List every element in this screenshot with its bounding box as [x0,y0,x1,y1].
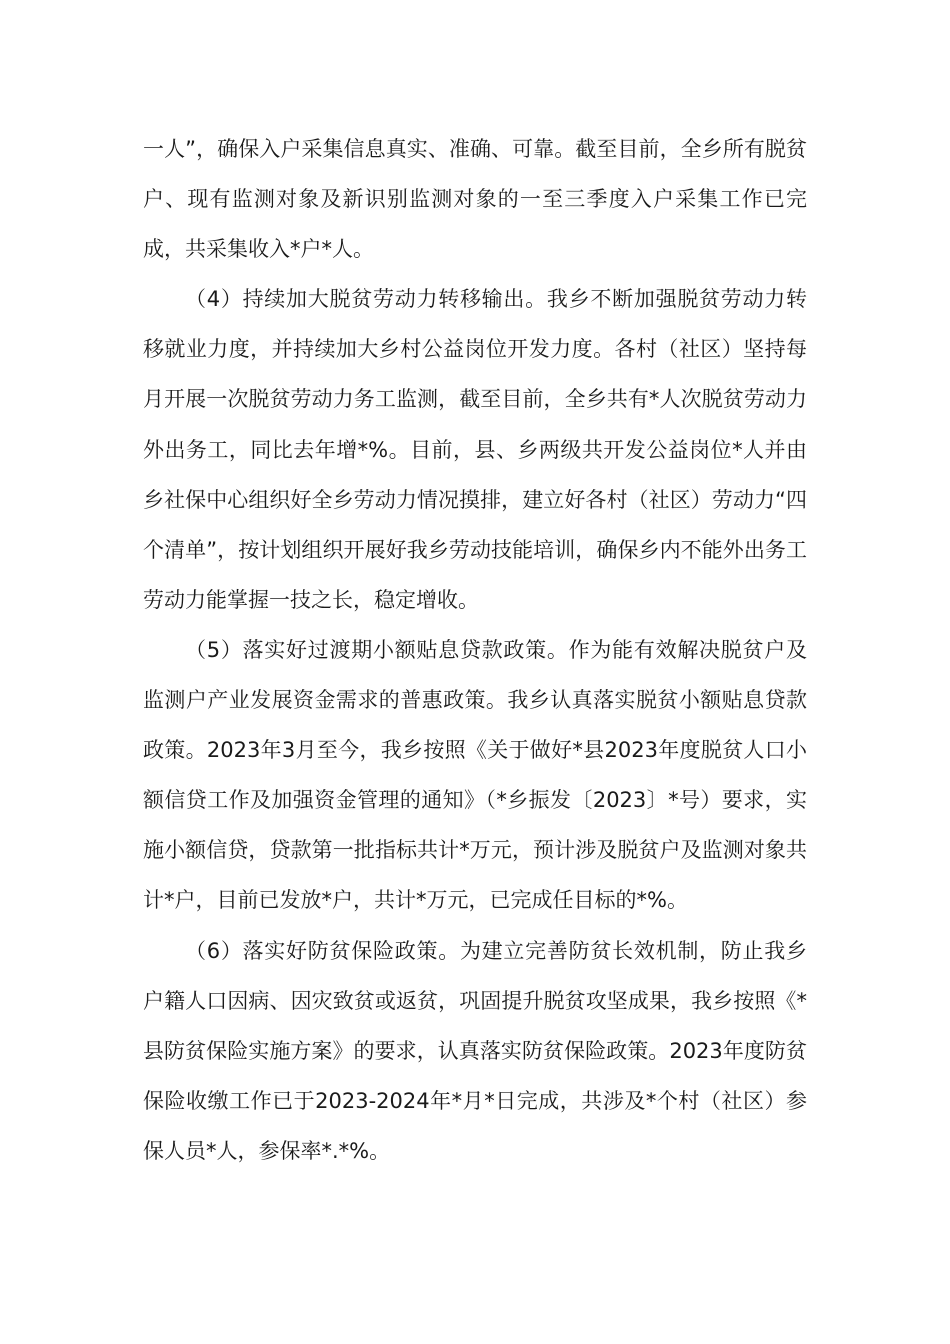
document-body [143,124,807,1176]
paragraph-labor-transfer: （4）持续加大脱贫劳动力转移输出。我乡不断加强脱贫劳动力转移就业力度，并持续加大乡村公益岗位开发力度。各村（社区）坚持每月开展一次脱贫劳动力务工监测，截至目前，全乡共有*人次脱贫劳动力外出务工，同比去年增*%。目前，县、乡两级共开发公益岗位*人并由乡社保中心组织好全乡劳动力情况摸排，建立好各村（社区）劳动力“四个清单”，按计划组织开展好我乡劳动技能培训，确保乡内不能外出务工劳动力能掌握一技之长，稳定增收。 [143,287,807,612]
paragraph-continuation: 一人”，确保入户采集信息真实、准确、可靠。截至目前，全乡所有脱贫户、现有监测对象及新识别监测对象的一至三季度入户采集工作已完成，共采集收入*户*人。 [143,137,807,262]
paragraph-poverty-insurance: （6）落实好防贫保险政策。为建立完善防贫长效机制，防止我乡户籍人口因病、因灾致贫或返贫，巩固提升脱贫攻坚成果，我乡按照《*县防贫保险实施方案》的要求，认真落实防贫保险政策。2023年度防贫保险收缴工作已于2023-2024年*月*日完成，共涉及*个村（社区）参保人员*人，参保率*.*%。 [143,938,807,1163]
paragraph-micro-loan: （5）落实好过渡期小额贴息贷款政策。作为能有效解决脱贫户及监测户产业发展资金需求的普惠政策。我乡认真落实脱贫小额贴息贷款政策。2023年3月至今，我乡按照《关于做好*县2023年度脱贫人口小额信贷工作及加强资金管理的通知》（*乡振发〔2023〕*号）要求，实施小额信贷，贷款第一批指标共计*万元，预计涉及脱贫户及监测对象共计*户，目前已发放*户，共计*万元，已完成任目标的*%。 [143,637,807,913]
